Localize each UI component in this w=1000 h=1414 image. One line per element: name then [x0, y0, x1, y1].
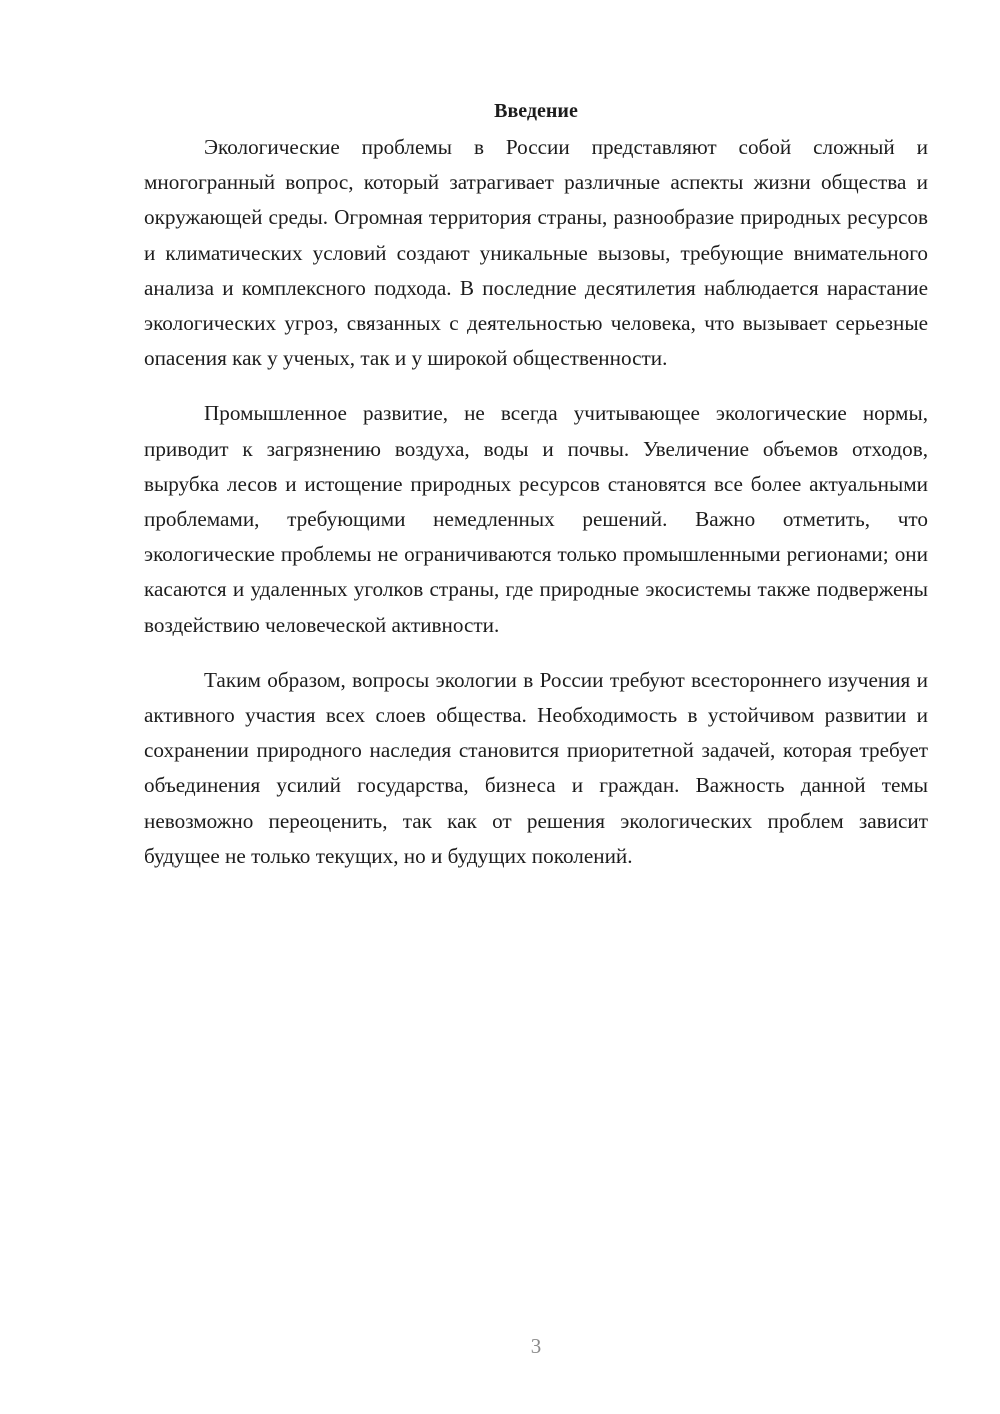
paragraph-1: Экологические проблемы в России представляют собой сложный и многогранный вопрос, который затрагивает различные аспекты жизни общества и окружающей среды. Огромная территория страны, разнообразие природных ресурсов и климатических условий создают уникальные вызовы, требующие внимательного анализа и комплексного подхода. В последние десятилетия наблюдается нарастание экологических угроз, связанных с деятельностью человека, что вызывает серьезные опасения как у ученых, так и у широкой общественности.	[144, 135, 928, 371]
page-content	[144, 96, 928, 894]
paragraph-3: Таким образом, вопросы экологии в России требуют всестороннего изучения и активного участия всех слоев общества. Необходимость в устойчивом развитии и сохранении природного наследия становится приоритетной задачей, которая требует объединения усилий государства, бизнеса и граждан. Важность данной темы невозможно переоценить, так как от решения экологических проблем зависит будущее не только текущих, но и будущих поколений.	[144, 667, 928, 868]
page-number: 3	[530, 1334, 542, 1358]
section-title: Введение	[494, 100, 578, 122]
paragraph-2: Промышленное развитие, не всегда учитывающее экологические нормы, приводит к загрязнению воздуха, воды и почвы. Увеличение объемов отходов, вырубка лесов и истощение природных ресурсов становятся все более актуальными проблемами, требующими немедленных решений. Важно отметить, что экологические проблемы не ограничиваются только промышленными регионами; они касаются и удаленных уголков страны, где природные экосистемы также подвержены воздействию человеческой активности.	[144, 401, 928, 637]
